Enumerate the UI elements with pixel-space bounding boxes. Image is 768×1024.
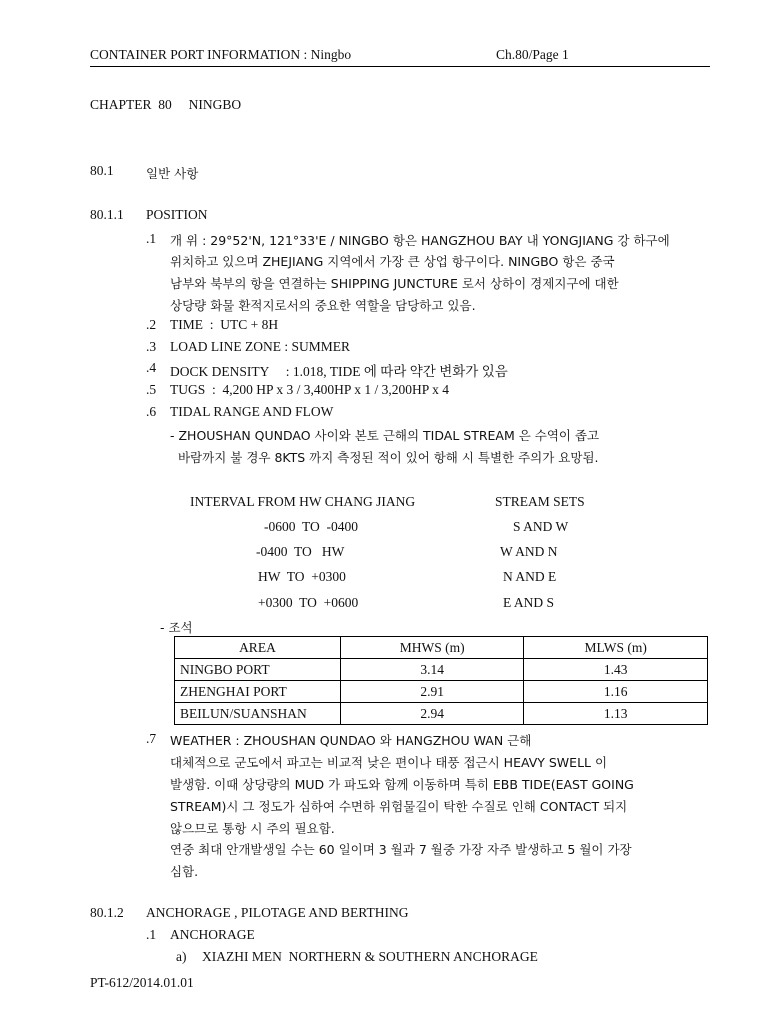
item-number: .7 xyxy=(146,731,157,746)
table-cell: 1.13 xyxy=(524,703,708,725)
section-title-80-1-2: ANCHORAGE , PILOTAGE AND BERTHING xyxy=(146,905,409,920)
anchorage-name: XIAZHI MEN NORTHERN & SOUTHERN ANCHORAGE xyxy=(202,949,538,964)
table-cell: 2.91 xyxy=(340,681,524,703)
position-text-line: 위치하고 있으며 ZHEJIANG 지역에서 가장 큰 상업 항구이다. NINGBO 항은 중국 xyxy=(170,254,615,269)
section-title-80-1-1: POSITION xyxy=(146,207,208,222)
weather-text-line: 대체적으로 군도에서 파고는 비교적 낮은 편이나 태풍 접근시 HEAVY SWELL 이 xyxy=(170,755,608,770)
table-cell: NINGBO PORT xyxy=(175,659,341,681)
header-rule xyxy=(90,66,710,67)
section-number-80-1: 80.1 xyxy=(90,163,114,178)
table-cell: 1.16 xyxy=(524,681,708,703)
weather-text-line: 않으므로 통항 시 주의 필요함. xyxy=(170,821,335,836)
stream-set: E AND S xyxy=(503,595,555,610)
sub-item-marker: a) xyxy=(176,949,187,964)
stream-interval: -0600 TO -0400 xyxy=(264,519,358,534)
section-title-80-1: 일반 사항 xyxy=(146,166,199,181)
table-header-cell: AREA xyxy=(175,637,341,659)
position-text-line: 상당량 화물 환적지로서의 중요한 역할을 담당하고 있음. xyxy=(170,298,476,313)
stream-interval-heading: INTERVAL FROM HW CHANG JIANG xyxy=(190,494,416,509)
stream-interval: HW TO +0300 xyxy=(258,569,346,584)
header-title: CONTAINER PORT INFORMATION : Ningbo xyxy=(90,47,352,62)
table-cell: BEILUN/SUANSHAN xyxy=(175,703,341,725)
position-text-line: 개 위 : 29°52'N, 121°33'E / NINGBO 항은 HANGZHOU BAY 내 YONGJIANG 강 하구에 xyxy=(170,233,670,248)
item-number: .1 xyxy=(146,927,157,942)
item-number: .6 xyxy=(146,404,157,419)
section-number-80-1-1: 80.1.1 xyxy=(90,207,124,222)
tidal-range-heading: TIDAL RANGE AND FLOW xyxy=(170,404,334,419)
tugs-text: TUGS : 4,200 HP x 3 / 3,400HP x 1 / 3,200HP x 4 xyxy=(170,382,450,397)
item-number: .1 xyxy=(146,231,157,246)
stream-set: W AND N xyxy=(500,544,558,559)
item-number: .3 xyxy=(146,339,157,354)
table-header-cell: MHWS (m) xyxy=(340,637,524,659)
table-row xyxy=(175,681,708,703)
item-number: .2 xyxy=(146,317,157,332)
table-header-row xyxy=(175,637,708,659)
section-number-80-1-2: 80.1.2 xyxy=(90,905,124,920)
header-page-number: Ch.80/Page 1 xyxy=(496,47,569,62)
stream-set: S AND W xyxy=(513,519,569,534)
stream-set: N AND E xyxy=(503,569,557,584)
tidal-stream-text-line: 바람까지 불 경우 8KTS 까지 측정된 적이 있어 항해 시 특별한 주의가 요망됨. xyxy=(178,450,599,465)
stream-sets-heading: STREAM SETS xyxy=(495,494,585,509)
chapter-title: CHAPTER 80 NINGBO xyxy=(90,97,242,112)
stream-interval: +0300 TO +0600 xyxy=(258,595,359,610)
anchorage-heading: ANCHORAGE xyxy=(170,927,255,942)
dock-density-text: DOCK DENSITY : 1.018, TIDE 에 따라 약간 변화가 있음 xyxy=(170,364,508,379)
tide-label: - 조석 xyxy=(160,620,193,635)
table-cell: 3.14 xyxy=(340,659,524,681)
weather-heading: WEATHER : ZHOUSHAN QUNDAO 와 HANGZHOU WAN 근해 xyxy=(170,733,532,748)
footer-document-id: PT-612/2014.01.01 xyxy=(90,975,194,990)
weather-text-line: 연중 최대 안개발생일 수는 60 일이며 3 월과 7 월중 가장 자주 발생하고 5 월이 가장 xyxy=(170,842,632,857)
item-number: .4 xyxy=(146,360,157,375)
weather-text-line: 심함. xyxy=(170,864,199,879)
table-row xyxy=(175,659,708,681)
load-line-zone-text: LOAD LINE ZONE : SUMMER xyxy=(170,339,350,354)
table-row xyxy=(175,703,708,725)
stream-interval: -0400 TO HW xyxy=(256,544,345,559)
tide-table xyxy=(174,636,708,725)
time-zone-text: TIME : UTC + 8H xyxy=(170,317,279,332)
table-cell: 1.43 xyxy=(524,659,708,681)
position-text-line: 남부와 북부의 항을 연결하는 SHIPPING JUNCTURE 로서 상하이 경제지구에 대한 xyxy=(170,276,619,291)
table-header-cell: MLWS (m) xyxy=(524,637,708,659)
table-cell: 2.94 xyxy=(340,703,524,725)
weather-text-line: 발생함. 이때 상당량의 MUD 가 파도와 함께 이동하며 특히 EBB TIDE(EAST GOING xyxy=(170,777,634,792)
item-number: .5 xyxy=(146,382,157,397)
weather-text-line: STREAM)시 그 정도가 심하여 수면하 위험물길이 탁한 수질로 인해 CONTACT 되지 xyxy=(170,799,628,814)
tidal-stream-text-line: - ZHOUSHAN QUNDAO 사이와 본토 근해의 TIDAL STREAM 은 수역이 좁고 xyxy=(170,428,600,443)
table-cell: ZHENGHAI PORT xyxy=(175,681,341,703)
